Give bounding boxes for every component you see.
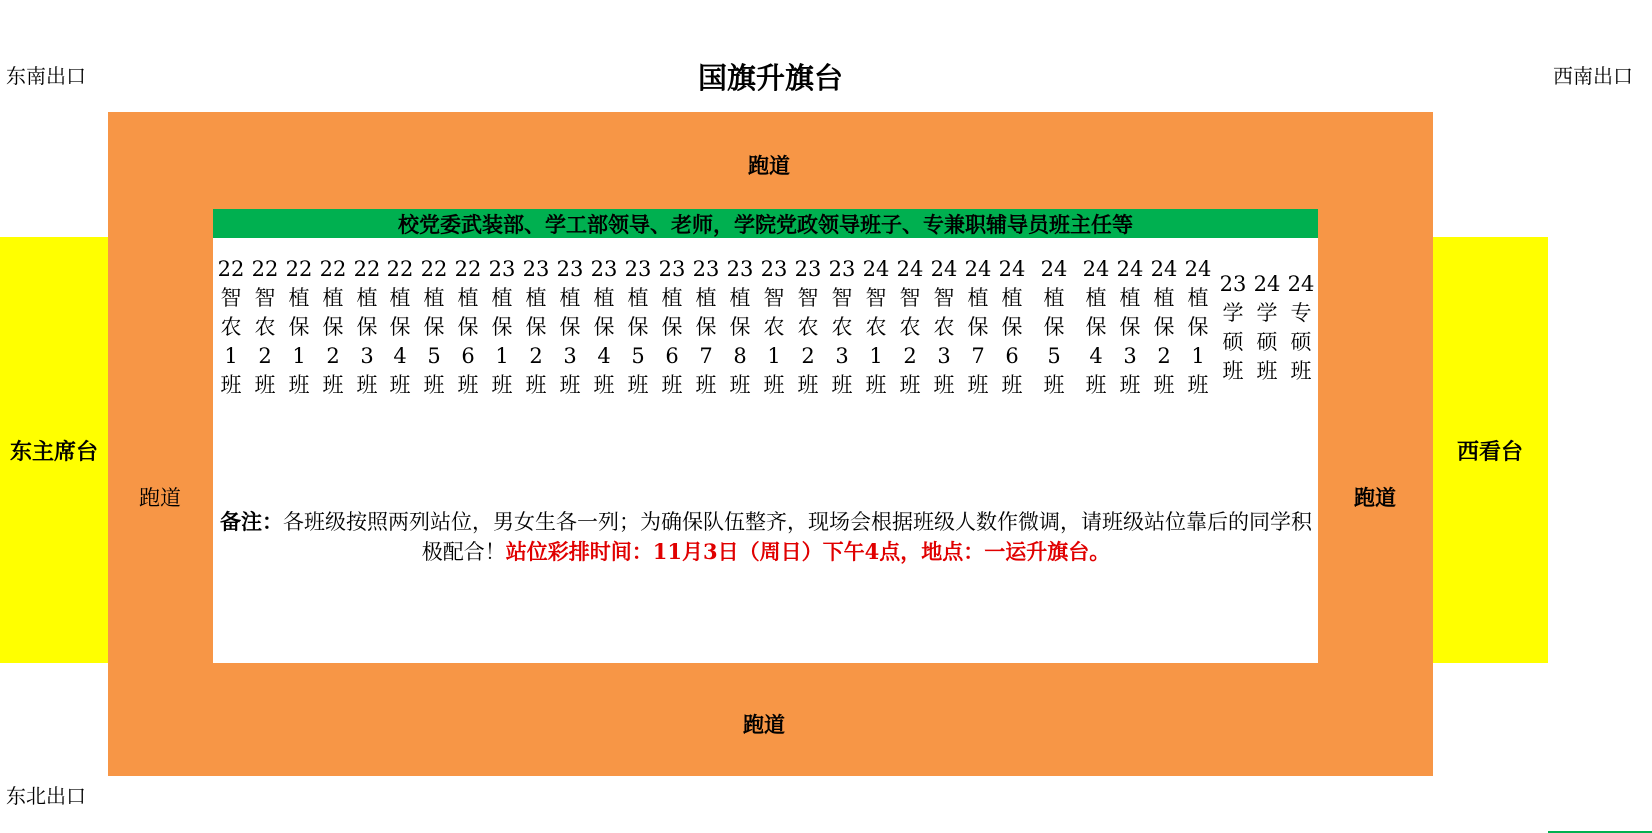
class-column-char: 4 xyxy=(597,344,611,368)
class-column-char: 6 xyxy=(665,344,679,368)
class-column-char: 植 xyxy=(729,286,751,310)
class-column-char: 22 xyxy=(285,257,313,281)
class-column xyxy=(961,255,995,400)
class-column-char: 班 xyxy=(1290,359,1312,383)
class-column xyxy=(316,255,350,400)
class-column xyxy=(995,255,1029,400)
class-column-char: 保 xyxy=(525,315,547,339)
class-column-char: 班 xyxy=(899,373,921,397)
class-column-char: 3 xyxy=(937,344,951,368)
class-column-char: 2 xyxy=(326,344,340,368)
track-bottom-label: 跑道 xyxy=(743,712,785,737)
class-column-char: 2 xyxy=(801,344,815,368)
class-column xyxy=(350,255,384,400)
class-column-char: 班 xyxy=(967,373,989,397)
class-column-char: 植 xyxy=(1153,286,1175,310)
class-column-char: 23 xyxy=(658,257,686,281)
southeast-exit-label: 东南出口 xyxy=(6,64,86,88)
class-column xyxy=(485,255,519,400)
class-column xyxy=(383,255,417,400)
class-column-char: 保 xyxy=(322,315,344,339)
class-column-char: 智 xyxy=(865,286,887,310)
class-column-char: 5 xyxy=(631,344,645,368)
class-column-char: 班 xyxy=(1187,373,1209,397)
class-column-char: 22 xyxy=(353,257,381,281)
class-column-char: 智 xyxy=(899,286,921,310)
class-column xyxy=(587,255,621,400)
class-column-char: 2 xyxy=(1157,344,1171,368)
class-column-char: 1 xyxy=(495,344,509,368)
class-column xyxy=(723,255,757,400)
class-column xyxy=(1181,255,1215,400)
class-column-char: 保 xyxy=(967,315,989,339)
class-column-char: 农 xyxy=(220,315,242,339)
class-column-char: 22 xyxy=(217,257,245,281)
class-column-char: 23 xyxy=(556,257,584,281)
class-column-char: 保 xyxy=(1119,315,1141,339)
class-column-char: 6 xyxy=(461,344,475,368)
note-text: 各班级按照两列站位，男女生各一列；为确保队伍整齐，现场会根据班级人数作微调，请班级站位靠后的同学积极配合！ xyxy=(283,510,1312,564)
class-column-char: 班 xyxy=(627,373,649,397)
class-column-char: 24 xyxy=(1184,257,1212,281)
class-column-char: 保 xyxy=(356,315,378,339)
class-column xyxy=(519,255,553,400)
class-column-char: 保 xyxy=(627,315,649,339)
class-column-char: 植 xyxy=(1001,286,1023,310)
class-column-char: 植 xyxy=(322,286,344,310)
class-column-char: 23 xyxy=(828,257,856,281)
class-column-char: 植 xyxy=(593,286,615,310)
class-column-char: 班 xyxy=(1001,373,1023,397)
class-column-char: 24 xyxy=(1253,272,1281,296)
class-column xyxy=(214,255,248,400)
class-column-char: 班 xyxy=(763,373,785,397)
class-column-char: 6 xyxy=(1005,344,1019,368)
class-column-char: 班 xyxy=(457,373,479,397)
class-column-char: 保 xyxy=(1187,315,1209,339)
class-column-char: 22 xyxy=(386,257,414,281)
class-column-char: 7 xyxy=(971,344,985,368)
class-column-char: 保 xyxy=(288,315,310,339)
class-column xyxy=(893,255,927,400)
class-column-char: 农 xyxy=(797,315,819,339)
class-column-char: 24 xyxy=(1116,257,1144,281)
class-column-char: 1 xyxy=(869,344,883,368)
class-column-char: 班 xyxy=(491,373,513,397)
class-column-char: 保 xyxy=(695,315,717,339)
class-column-char: 24 xyxy=(930,257,958,281)
class-column-char: 硕 xyxy=(1290,330,1312,354)
class-column-char: 班 xyxy=(220,373,242,397)
track-top-label: 跑道 xyxy=(748,153,790,178)
class-column-char: 2 xyxy=(258,344,272,368)
class-column-char: 植 xyxy=(695,286,717,310)
class-column-char: 班 xyxy=(797,373,819,397)
class-column-char: 学 xyxy=(1256,301,1278,325)
class-column-char: 23 xyxy=(488,257,516,281)
class-column-char: 智 xyxy=(220,286,242,310)
class-column-char: 1 xyxy=(292,344,306,368)
class-column-char: 班 xyxy=(322,373,344,397)
class-column-char: 23 xyxy=(1219,272,1247,296)
class-column xyxy=(1216,270,1250,386)
class-column xyxy=(282,255,316,400)
class-column-char: 23 xyxy=(692,257,720,281)
class-column-char: 班 xyxy=(559,373,581,397)
class-column-char: 2 xyxy=(903,344,917,368)
class-column-char: 4 xyxy=(393,344,407,368)
class-column-char: 5 xyxy=(427,344,441,368)
west-stand xyxy=(1432,237,1548,663)
class-column-char: 智 xyxy=(254,286,276,310)
class-column xyxy=(1250,270,1284,386)
class-column-char: 班 xyxy=(865,373,887,397)
class-column-char: 智 xyxy=(797,286,819,310)
note-block xyxy=(216,507,1316,567)
class-column-char: 智 xyxy=(933,286,955,310)
class-column-char: 班 xyxy=(288,373,310,397)
class-column-char: 8 xyxy=(733,344,747,368)
class-column-char: 植 xyxy=(1043,286,1065,310)
class-column xyxy=(825,255,859,400)
class-column-char: 24 xyxy=(896,257,924,281)
class-column xyxy=(1079,255,1113,400)
class-column xyxy=(1113,255,1147,400)
class-column-char: 保 xyxy=(457,315,479,339)
class-column-char: 保 xyxy=(559,315,581,339)
class-column-char: 植 xyxy=(1119,286,1141,310)
class-column-char: 23 xyxy=(522,257,550,281)
east-main-stand-label: 东主席台 xyxy=(9,438,98,465)
class-column-char: 班 xyxy=(254,373,276,397)
class-column-char: 3 xyxy=(563,344,577,368)
class-column-char: 班 xyxy=(1085,373,1107,397)
west-stand-label: 西看台 xyxy=(1456,438,1523,465)
class-column-char: 班 xyxy=(593,373,615,397)
class-column-char: 班 xyxy=(1256,359,1278,383)
southwest-exit-label: 西南出口 xyxy=(1553,64,1633,88)
east-main-stand xyxy=(0,237,108,663)
leaders-banner-text: 校党委武装部、学工部领导、老师，学院党政领导班子、专兼职辅导员班主任等 xyxy=(398,211,1133,237)
class-column-char: 班 xyxy=(695,373,717,397)
class-column-char: 22 xyxy=(420,257,448,281)
class-column xyxy=(689,255,723,400)
class-column-char: 硕 xyxy=(1222,330,1244,354)
class-column-char: 班 xyxy=(1222,359,1244,383)
class-column-char: 保 xyxy=(491,315,513,339)
class-column xyxy=(757,255,791,400)
class-column xyxy=(1037,255,1071,400)
class-column-char: 24 xyxy=(862,257,890,281)
class-column-char: 植 xyxy=(1187,286,1209,310)
class-column xyxy=(451,255,485,400)
track-left-label: 跑道 xyxy=(139,486,181,510)
class-column-char: 植 xyxy=(967,286,989,310)
northeast-exit-label: 东北出口 xyxy=(6,784,86,808)
class-column-char: 23 xyxy=(590,257,618,281)
class-column-char: 班 xyxy=(729,373,751,397)
class-column-char: 班 xyxy=(661,373,683,397)
leaders-banner xyxy=(213,209,1318,238)
class-column-char: 植 xyxy=(423,286,445,310)
class-column-char: 保 xyxy=(593,315,615,339)
flag-platform-title: 国旗升旗台 xyxy=(698,61,844,95)
class-column-char: 保 xyxy=(1085,315,1107,339)
class-column-char: 22 xyxy=(251,257,279,281)
class-column-char: 1 xyxy=(1191,344,1205,368)
class-column-char: 保 xyxy=(661,315,683,339)
class-column xyxy=(1284,270,1318,386)
class-column-char: 农 xyxy=(763,315,785,339)
class-column-char: 农 xyxy=(831,315,853,339)
class-column-char: 班 xyxy=(356,373,378,397)
class-column-char: 植 xyxy=(627,286,649,310)
class-column-char: 植 xyxy=(1085,286,1107,310)
class-column-char: 24 xyxy=(1150,257,1178,281)
class-column-char: 23 xyxy=(760,257,788,281)
class-column-char: 3 xyxy=(835,344,849,368)
class-column-char: 24 xyxy=(1040,257,1068,281)
class-column-char: 智 xyxy=(763,286,785,310)
class-column-char: 班 xyxy=(389,373,411,397)
class-column-char: 保 xyxy=(389,315,411,339)
class-column-char: 24 xyxy=(998,257,1026,281)
class-column-char: 班 xyxy=(423,373,445,397)
class-column-char: 学 xyxy=(1222,301,1244,325)
note-label: 备注： xyxy=(220,509,283,534)
class-column-char: 3 xyxy=(1123,344,1137,368)
class-column-char: 植 xyxy=(559,286,581,310)
class-column-char: 3 xyxy=(360,344,374,368)
class-column-char: 农 xyxy=(899,315,921,339)
class-column-char: 班 xyxy=(1119,373,1141,397)
class-column xyxy=(553,255,587,400)
class-column xyxy=(1147,255,1181,400)
class-column-char: 班 xyxy=(1153,373,1175,397)
class-column-char: 班 xyxy=(1043,373,1065,397)
class-column-char: 2 xyxy=(529,344,543,368)
class-column-char: 植 xyxy=(525,286,547,310)
note-highlight: 站位彩排时间：11月3日（周日）下午4点，地点：一运升旗台。 xyxy=(505,539,1111,564)
class-column-char: 24 xyxy=(1082,257,1110,281)
class-column-char: 22 xyxy=(454,257,482,281)
class-column-char: 班 xyxy=(525,373,547,397)
class-column-char: 植 xyxy=(356,286,378,310)
class-column-char: 植 xyxy=(389,286,411,310)
class-column-char: 班 xyxy=(933,373,955,397)
class-column-char: 23 xyxy=(726,257,754,281)
class-column-char: 22 xyxy=(319,257,347,281)
class-column-char: 保 xyxy=(1001,315,1023,339)
class-column-char: 植 xyxy=(661,286,683,310)
class-column-char: 硕 xyxy=(1256,330,1278,354)
class-column-char: 23 xyxy=(794,257,822,281)
class-column-char: 植 xyxy=(457,286,479,310)
class-column-char: 保 xyxy=(729,315,751,339)
class-column-char: 农 xyxy=(933,315,955,339)
class-column-char: 4 xyxy=(1089,344,1103,368)
class-column xyxy=(859,255,893,400)
class-column-char: 24 xyxy=(1287,272,1315,296)
class-column-char: 农 xyxy=(254,315,276,339)
class-column-char: 1 xyxy=(224,344,238,368)
class-column xyxy=(791,255,825,400)
class-column-char: 班 xyxy=(831,373,853,397)
class-column-char: 农 xyxy=(865,315,887,339)
track-right-label: 跑道 xyxy=(1354,485,1396,510)
class-column-char: 24 xyxy=(964,257,992,281)
class-column xyxy=(655,255,689,400)
class-column-char: 植 xyxy=(288,286,310,310)
class-column-char: 23 xyxy=(624,257,652,281)
class-column-char: 保 xyxy=(1153,315,1175,339)
class-column-char: 保 xyxy=(423,315,445,339)
class-column-char: 保 xyxy=(1043,315,1065,339)
class-column-char: 专 xyxy=(1290,301,1312,325)
class-column xyxy=(417,255,451,400)
class-column-char: 1 xyxy=(767,344,781,368)
class-column-char: 5 xyxy=(1047,344,1061,368)
class-column-char: 7 xyxy=(699,344,713,368)
class-column xyxy=(621,255,655,400)
class-column xyxy=(248,255,282,400)
class-column xyxy=(927,255,961,400)
class-column-char: 植 xyxy=(491,286,513,310)
class-column-char: 智 xyxy=(831,286,853,310)
